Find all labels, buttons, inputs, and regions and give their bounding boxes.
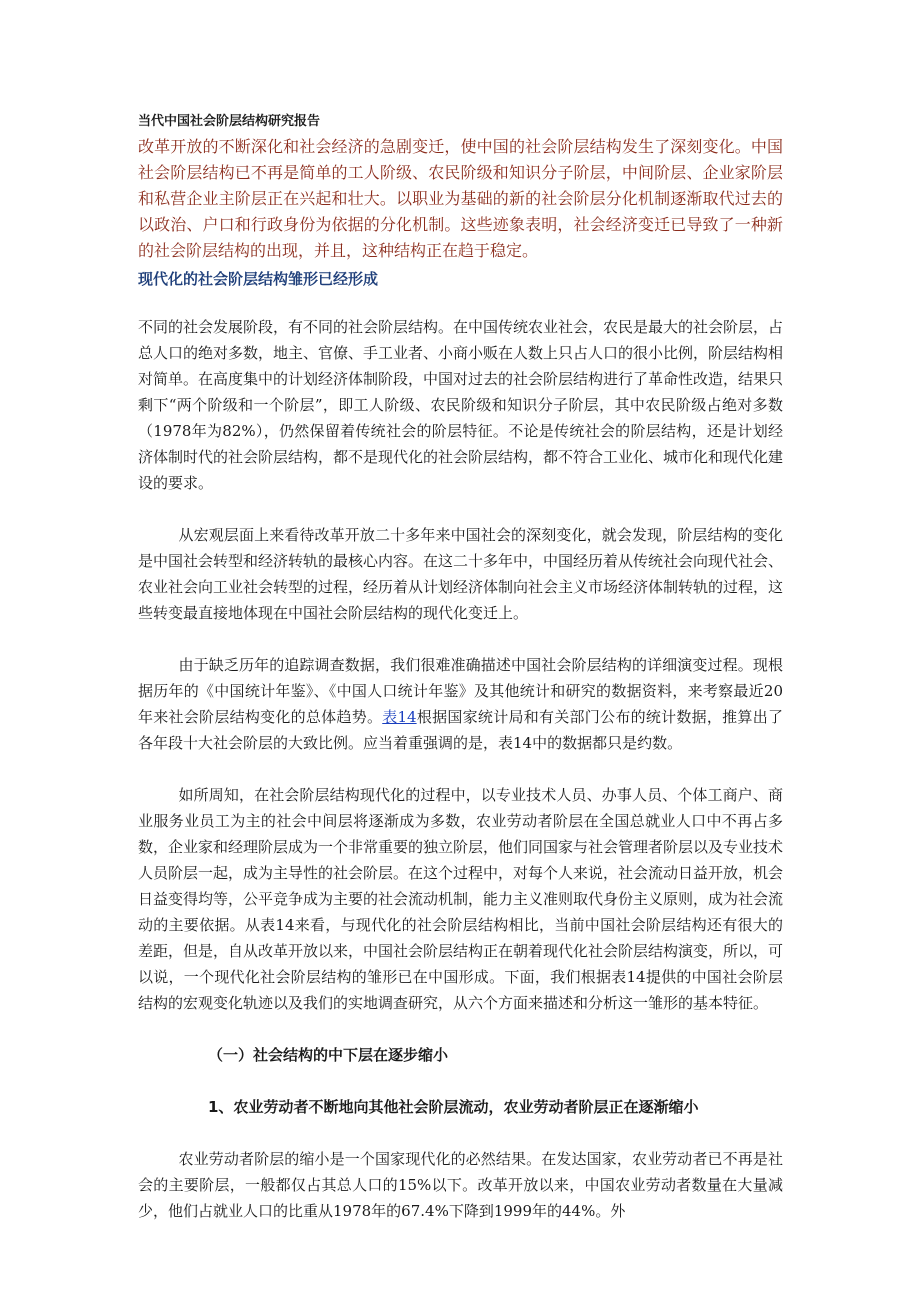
paragraph-text: 由于缺乏历年的追踪调查数据，我们很难准确描述中国社会阶层结构的详细演变过程。现根据历年的《中国统计年鉴》、《中国人口统计年鉴》及其他统计和研究的数据资料，来考察最近20年来社会阶层结构变化的总体趋势。: [138, 656, 783, 726]
body-paragraph-1: 不同的社会发展阶段，有不同的社会阶层结构。在中国传统农业社会，农民是最大的社会阶层，占总人口的绝对多数，地主、官僚、手工业者、小商小贩在人数上只占人口的很小比例，阶层结构相对简单。在高度集中的计划经济体制阶段，中国对过去的社会阶层结构进行了革命性改造，结果只剩下“两个阶级和一个阶层”，即工人阶级、农民阶级和知识分子阶层，其中农民阶级占绝对多数（1978年为82%），仍然保留着传统社会的阶层特征。不论是传统社会的阶层结构，还是计划经济体制时代的社会阶层结构，都不是现代化的社会阶层结构，都不符合工业化、城市化和现代化建设的要求。: [138, 318, 784, 492]
section-heading: 现代化的社会阶层结构雏形已经形成: [138, 270, 379, 288]
document-title: 当代中国社会阶层结构研究报告: [138, 114, 321, 129]
table-14-link[interactable]: 表14: [382, 708, 417, 726]
document-page: [138, 112, 783, 1250]
paragraph-text: 根据国家统计局和有关部门公布的统计数据，推算出了各年段十大社会阶层的大致比例。应当着重强调的是，表14中的数据都只是约数。: [138, 708, 783, 752]
body-paragraph-5: 农业劳动者阶层的缩小是一个国家现代化的必然结果。在发达国家，农业劳动者已不再是社会的主要阶层，一般都仅占其总人口的15%以下。改革开放以来，中国农业劳动者数量在大量减少，他们占就业人口的比重从1978年的67.4%下降到1999年的44%。外: [138, 1150, 783, 1220]
abstract-paragraph: 改革开放的不断深化和社会经济的急剧变迁，使中国的社会阶层结构发生了深刻变化。中国社会阶层结构已不再是简单的工人阶级、农民阶级和知识分子阶层，中间阶层、企业家阶层和私营企业主阶层正在兴起和壮大。以职业为基础的新的社会阶层分化机制逐渐取代过去的以政治、户口和行政身份为依据的分化机制。这些迹象表明，社会经济变迁已导致了一种新的社会阶层结构的出现，并且，这种结构正在趋于稳定。: [138, 137, 783, 260]
subheading-1: （一）社会结构的中下层在逐步缩小: [208, 1046, 449, 1064]
body-paragraph-4: 如所周知，在社会阶层结构现代化的过程中，以专业技术人员、办事人员、个体工商户、商业服务业员工为主的社会中间层将逐渐成为多数，农业劳动者阶层在全国总就业人口中不再占多数，企业家和经理阶层成为一个非常重要的独立阶层，他们同国家与社会管理者阶层以及专业技术人员阶层一起，成为主导性的社会阶层。在这个过程中，对每个人来说，社会流动日益开放，机会日益变得均等，公平竞争成为主要的社会流动机制，能力主义准则取代身份主义原则，成为社会流动的主要依据。从表14来看，与现代化的社会阶层结构相比，当前中国社会阶层结构还有很大的差距，但是，自从改革开放以来，中国社会阶层结构正在朝着现代化社会阶层结构演变，所以，可以说，一个现代化社会阶层结构的雏形已在中国形成。下面，我们根据表14提供的中国社会阶层结构的宏观变化轨迹以及我们的实地调查研究，从六个方面来描述和分析这一雏形的基本特征。: [138, 786, 784, 1012]
body-paragraph-2: 从宏观层面上来看待改革开放二十多年来中国社会的深刻变化，就会发现，阶层结构的变化是中国社会转型和经济转轨的最核心内容。在这二十多年中，中国经历着从传统社会向现代社会、农业社会向工业社会转型的过程，经历着从计划经济体制向社会主义市场经济体制转轨的过程，这些转变最直接地体现在中国社会阶层结构的现代化变迁上。: [138, 526, 784, 622]
subheading-2: 1、农业劳动者不断地向其他社会阶层流动，农业劳动者阶层正在逐渐缩小: [208, 1098, 699, 1116]
body-paragraph-3: [138, 652, 783, 756]
